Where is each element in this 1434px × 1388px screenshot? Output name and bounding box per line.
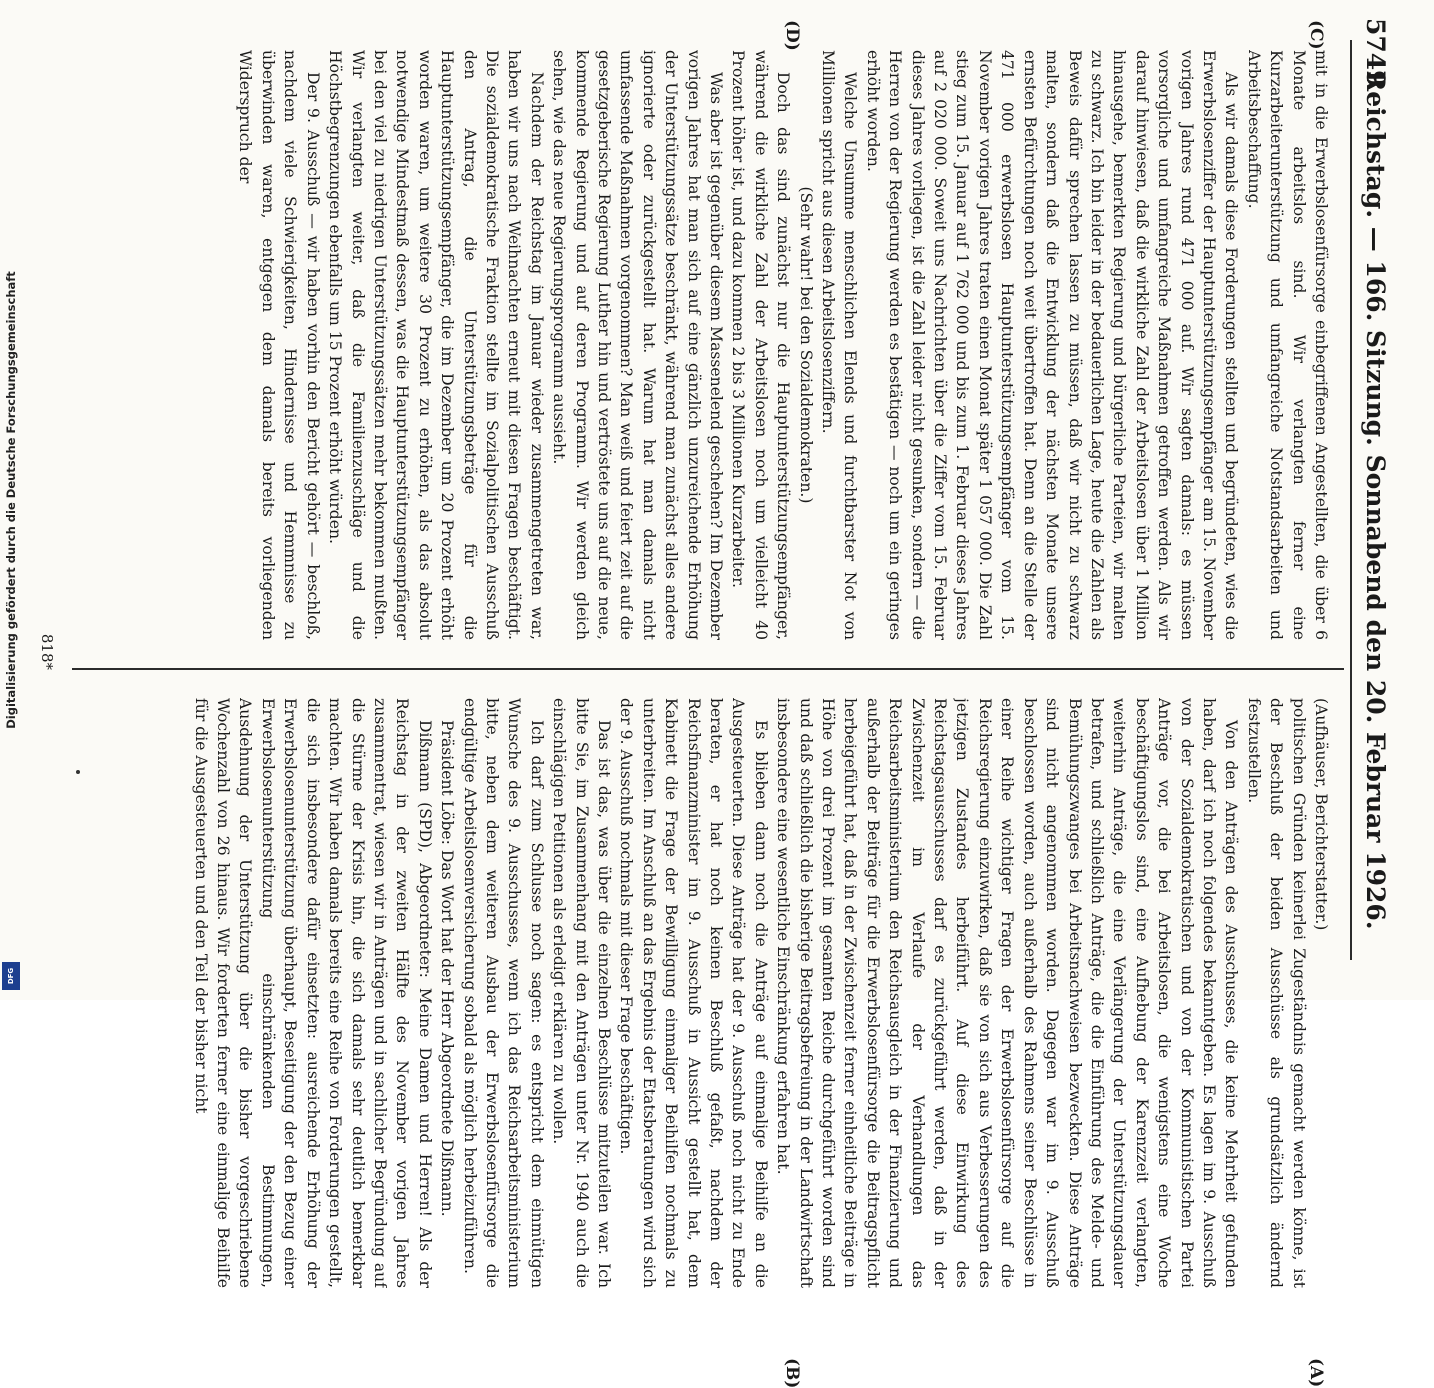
margin-marker-b: (B) — [782, 1358, 802, 1388]
dfg-logo — [2, 962, 20, 990]
page-number: 5749 — [1361, 18, 1390, 88]
margin-marker-d: (D) — [782, 20, 802, 51]
speaker-speech: Dißmann (SPD), Abgeordneter: Meine Damen und Herren! Als der Reichstag in der zweiten Hälfte des November vorigen Jahres zusammentrat, wiesen wir in Anträgen und in sachlicher Begründung auf die Stürme der Krisis hin, die sich damals sehr deutlich bemerkbar machten. Wir haben damals bereits eine Reihe von Forderungen gestellt, die sich insbesondere dafür einsetzten: ausreichende Erhöhung der Erwerbslosenunterstützung überhaupt, Beseitigung der den Bezug einer Erwerbslosenunterstützung einschränkenden Bestimmungen, Ausdehnung der Unterstützung über die bisher vorgeschriebene Wochenzahl von 26 hinaus. Wir forderten ferner eine einmalige Beihilfe für die Ausgesteuerten und den Teil der bisher nicht — [191, 698, 434, 1288]
running-title: Reichstag. — 166. Sitzung. Sonnabend den 20. Februar 1926. — [1361, 70, 1390, 930]
interjection: (Sehr wahr! bei den Sozialdemokraten.) — [796, 186, 815, 504]
sidebar-attribution — [0, 0, 22, 1000]
header-rule — [1351, 40, 1353, 960]
paragraph: Von den Anträgen des Ausschusses, die keine Mehrheit gefunden haben, darf ich noch folgendes bekanntgeben. Es lagen im 9. Ausschuß von der Sozialdemokratischen und von der Kommunistischen Partei Anträge vor, die bei Arbeitslosen, die wenigstens eine Woche beschäftigungslos sind, eine Aufhebung der Karenzzeit verlangten, weiterhin Anträge, die eine Verlängerung der Unterstützungsdauer betrafen, und schließlich Anträge, die die Einführung des Melde- und Bemühungszwanges bei Arbeitsnachweisen bezweckten. Diese Anträge sind nicht angenommen worden. Dagegen war im 9. Ausschuß beschlossen worden, auch außerhalb des Rahmens seiner Beschlüsse in einer Reihe wichtiger Fragen der Erwerbslosenfürsorge auf die Reichsregierung einzuwirken, daß sie von sich aus Verbesserungen des jetzigen Zustandes herbeiführt. Auf diese Einwirkung des Reichstagsausschusses darf es zurückgeführt werden, daß in der Zwischenzeit im Verlaufe der Verhandlungen das Reichsarbeitsministerium den Reichsausgleich in der Finanzierung und außerhalb der Beiträge für die Erwerbslosenfürsorge die Beitragspflicht herbeigeführt hat, daß in der Zwischenzeit ferner einheitliche Beiträge in Höhe von drei Prozent im gesamten Reiche durchgeführt worden sind und daß schließlich die bisherige Beitragsbefreiung in der Landwirtschaft insbesondere eine wesentliche Einschränkung erfahren hat. — [774, 698, 1241, 1288]
paragraph: mit in die Erwerbslosenfürsorge einbegriffenen Angestellten, die über 6 Monate arbeitslos sind. Wir verlangten ferner eine Kurzarbeiterunterstützung und umfangreiche Notstandsarbeiten und Arbeitsbeschaffung. — [1244, 50, 1330, 640]
paragraph: Als wir damals diese Forderungen stellten und begründeten, wies die Erwerbslosenziffer der Hauptunterstützungsempfänger am 15. November vorigen Jahres rund 471 000 auf. Wir sagten damals: es müssen vorsorgliche und umfangreiche Maßnahmen getroffen werden. Als wir darauf hinwiesen, daß die wirkliche Zahl der Arbeitslosen über 1 Million hinausgehe, bemerkten Regierung und bürgerliche Parteien, wir malten zu schwarz. Ich bin leider in der bedauerlichen Lage, heute die Zahlen als Beweis dafür sprechen lassen zu müssen, daß wir nicht zu schwarz malten, sondern daß die Entwicklung der nächsten Monate unsere ernsten Befürchtungen noch weit übertroffen hat. Denn an die Stelle der 471 000 erwerbslosen Hauptunterstützungsempfänger vom 15. November vorigen Jahres traten einen Monat später 1 057 000. Die Zahl stieg zum 15. Januar auf 1 762 000 und bis zum 1. Februar dieses Jahres auf 2 020 000. Soweit uns Nachrichten über die Ziffer vom 15. Februar dieses Jahres vorliegen, ist die Zahl leider nicht gesunken, sondern — die Herren von der Regierung werden es bestätigen — noch um ein geringes erhöht worden. — [863, 50, 1241, 640]
text-column-left — [66, 50, 1332, 640]
paragraph: Das ist das, was über die einzelnen Beschlüsse mitzuteilen war. Ich bitte Sie, im Zusammenhang mit den Anträgen unter Nr. 1940 auch die einschlägigen Petitionen als erledigt erklären zu wollen. — [550, 698, 613, 1288]
rotated-newspaper-page — [32, 10, 1402, 1388]
margin-marker-a: (A) — [1306, 1358, 1326, 1388]
speaker-attribution: (Aufhäuser, Berichterstatter.) — [1312, 698, 1330, 931]
paragraph: politischen Gründen keinerlei Zugeständnis gemacht werden könne, ist der Beschluß der beiden Ausschüsse als grundsätzlich ändernd festzustellen. — [1244, 698, 1308, 1288]
dfg-logo-text: DFG — [7, 967, 15, 985]
ink-dot — [76, 770, 80, 774]
paragraph: Welche Unsumme menschlichen Elends und furchtbarster Not von Millionen spricht aus diesen Arbeitslosenziffern. — [819, 50, 860, 640]
paragraph: Nachdem der Reichstag im Januar wieder zusammengetreten war, haben wir uns nach Weihnachten erneut mit diesen Fragen beschäftigt. Die sozialdemokratische Fraktion stellte im Sozialpolitischen Ausschuß den Antrag, die Unterstützungsbeträge für die Hauptunterstützungsempfänger, die im Dezember um 20 Prozent erhöht worden waren, um weitere 30 Prozent zu erhöhen, als das absolut notwendige Mindestmaß dessen, was die Hauptunterstützungsempfänger bei den viel zu niedrigen Unterstützungssätzen mehr bekommen mußten. Wir verlangten weiter, daß die Familienzuschläge und die Höchstbegrenzungen ebenfalls um 15 Prozent erhöht würden. — [326, 50, 546, 640]
paragraph: Der 9. Ausschuß — wir haben vorhin den Bericht gehört — beschloß, nachdem viele Schwierigkeiten, Hindernisse und Hemmnisse zu überwinden waren, entgegen dem damals bereits vorliegenden Widerspruch der — [236, 50, 322, 640]
paragraph: Was aber ist gegenüber diesem Massenelend geschehen? Im Dezember vorigen Jahres hat man sich auf eine gänzlich unzureichende Erhöhung der Unterstützungssätze beschränkt, während man zunächst alles andere ignorierte oder zurückgestellt hat. Warum hat man damals nicht umfassende Maßnahmen vorgenommen? Man weiß und feiert zeit auf die gesetzgeberische Regierung Luther hin und vertröstete uns auf die neue, kommende Regierung und auf deren Programm. Wir werden gleich sehen, wie das neue Regierungsprogramm aussieht. — [550, 50, 726, 640]
president-speech: Präsident Löbe: Das Wort hat der Herr Abgeordnete Dißmann. — [438, 720, 457, 1217]
page-header — [1358, 18, 1392, 982]
funding-note: Digitalisierung gefördert durch die Deutsche Forschungsgemeinschaft — [4, 271, 18, 729]
paragraph: Doch das sind zunächst nur die Hauptunterstützungsempfänger, während die wirkliche Zahl der Arbeitslosen noch um vielleicht 40 Prozent höher ist, und dazu kommen 2 bis 3 Millionen Kurzarbeiter. — [729, 50, 793, 640]
margin-marker-c: (C) — [1306, 20, 1326, 50]
paragraph: Es blieben dann noch die Anträge auf einmalige Beihilfe an die Ausgesteuerten. Diese Anträge hat der 9. Ausschuß noch nicht zu Ende beraten, er hat noch keinen Beschluß gefaßt, nachdem der Reichsfinanzminister im 9. Ausschuß in Aussicht gestellt hat, dem Kabinett die Frage der Bewilligung einmaliger Beihilfen nochmals zu unterbreiten. Im Anschluß an das Ergebnis der Etatsberatungen wird sich der 9. Ausschuß nochmals mit dieser Frage beschäftigen. — [617, 698, 770, 1288]
text-column-right — [66, 698, 1332, 1288]
footer-page-ref: 818* — [38, 633, 56, 670]
paragraph: Ich darf zum Schlusse noch sagen: es entspricht dem einmütigen Wunsche des 9. Ausschusses, wenn ich das Reichsarbeitsministerium bitte, neben dem weiteren Ausbau der Erwerbslosenfürsorge die endgültige Arbeitslosenversicherung sobald als möglich herbeizuführen. — [460, 698, 546, 1288]
column-divider — [72, 668, 1344, 670]
